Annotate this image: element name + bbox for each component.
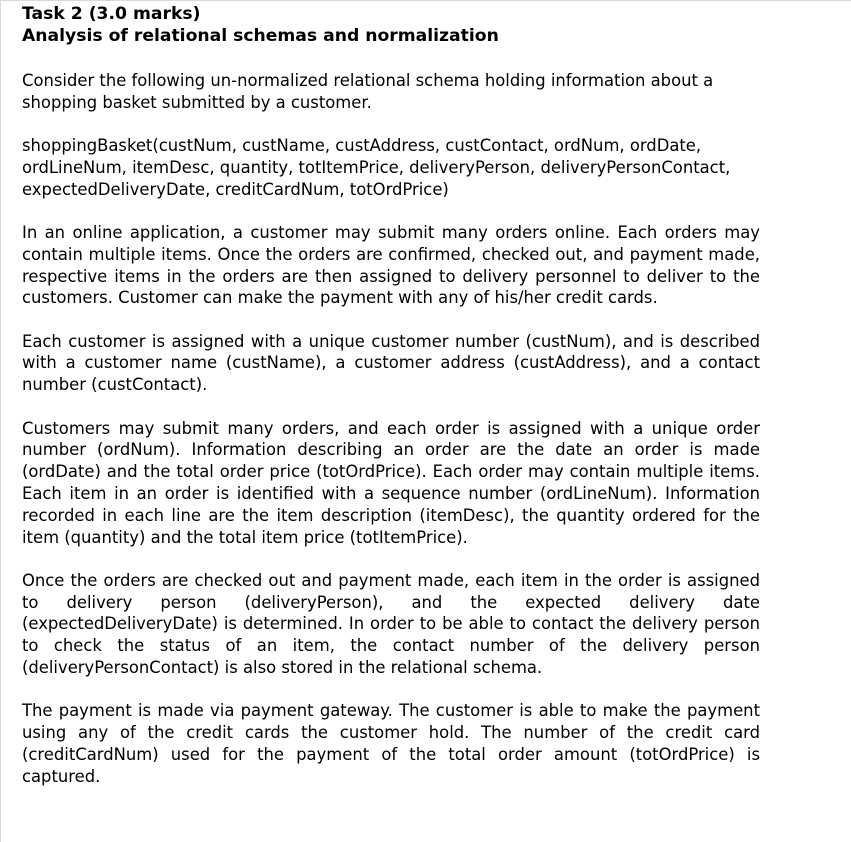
spacer [22, 114, 760, 136]
spacer [22, 396, 760, 418]
schema-definition: shoppingBasket(custNum, custName, custAddress, custContact, ordNum, ordDate, ordLineNum, itemDesc, quantity, totItemPrice, deliveryPerson, deliveryPersonContact, expectedDeliveryDate, creditCardNum, totOrdPrice) [22, 136, 731, 199]
payment-paragraph: The payment is made via payment gateway. The customer is able to make the payment using any of the credit cards the customer hold. The number of the credit card (creditCardNum) used for the payment of the total order amount (totOrdPrice) is captured. [22, 701, 760, 786]
spacer [22, 309, 760, 331]
online-application-paragraph: In an online application, a customer may submit many orders online. Each orders may contain multiple items. Once the orders are confirmed, checked out, and payment made, respective items in the orders are then assigned to delivery personnel to deliver to the customers. Customer can make the payment with any of his/her credit cards. [22, 222, 760, 308]
customer-paragraph: Each customer is assigned with a unique customer number (custNum), and is described with a customer name (custName), a customer address (custAddress), and a contact number (custContact). [22, 331, 760, 395]
orders-paragraph: Customers may submit many orders, and each order is assigned with a unique order number (ordNum). Information describing an order are the date an order is made (ordDate) and the total order price (totOrdPrice). Each order may contain multiple items. Each item in an order is identified with a sequence number (ordLineNum). Information recorded in each line are the item description (itemDesc), the quantity ordered for the item (quantity) and the total item price (totItemPrice). [22, 418, 760, 547]
intro-paragraph: Consider the following un-normalized relational schema holding information about a shopping basket submitted by a customer. [22, 71, 714, 112]
document-content [22, 3, 760, 788]
task-subtitle: Analysis of relational schemas and normalization [22, 26, 499, 46]
spacer [22, 47, 760, 70]
spacer [22, 200, 760, 222]
delivery-paragraph: Once the orders are checked out and payment made, each item in the order is assigned to delivery person (deliveryPerson), and the expected delivery date (expectedDeliveryDate) is determined. In order to be able to contact the delivery person to check the status of an item, the contact number of the delivery person (deliveryPersonContact) is also stored in the relational schema. [22, 570, 760, 678]
task-title: Task 2 (3.0 marks) [22, 4, 201, 24]
spacer [22, 679, 760, 701]
spacer [22, 548, 760, 570]
